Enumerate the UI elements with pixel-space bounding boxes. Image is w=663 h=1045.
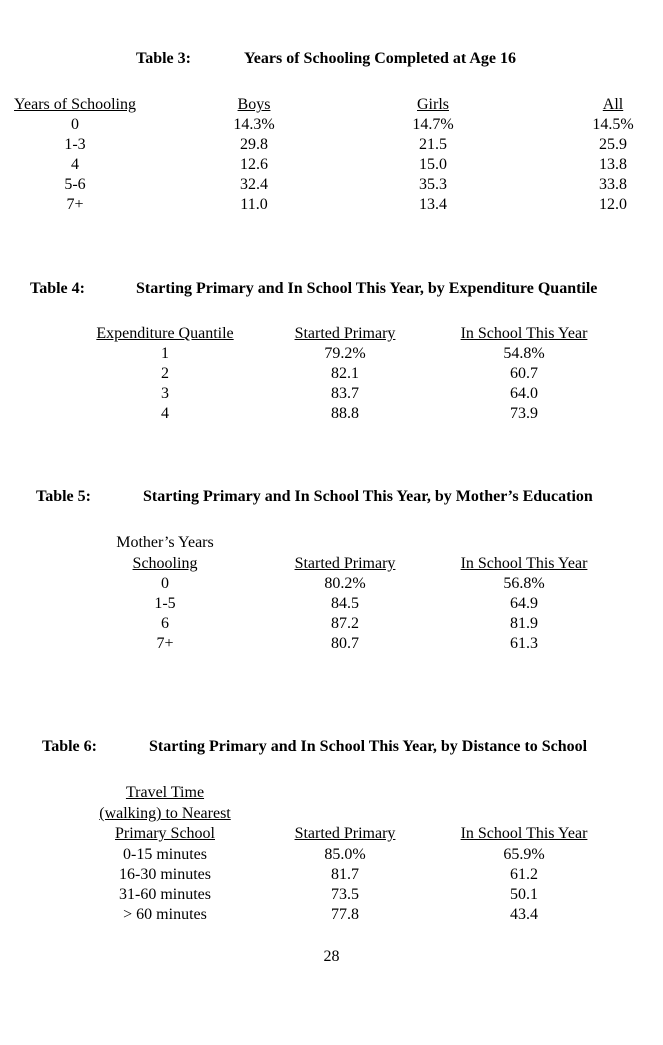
table6-header-line2 <box>0 804 663 824</box>
table3-header-row <box>0 95 663 115</box>
table-cell: 0 <box>71 116 79 133</box>
table-cell: 1-5 <box>154 595 176 612</box>
table6-header-cell: (walking) to Nearest <box>99 805 231 822</box>
table-row <box>0 175 663 195</box>
table-row <box>0 384 663 404</box>
table-cell: 73.9 <box>510 405 538 422</box>
table3-number: Table 3: <box>136 50 191 67</box>
table-cell: 0-15 minutes <box>123 846 207 863</box>
table-row <box>0 135 663 155</box>
table-cell: 13.4 <box>419 196 447 213</box>
table4-title <box>30 280 597 298</box>
page-number: 28 <box>323 948 340 965</box>
table-cell: 13.8 <box>599 156 627 173</box>
table-row <box>0 885 663 905</box>
table-cell: 85.0% <box>324 846 366 863</box>
table-cell: 31-60 minutes <box>119 886 211 903</box>
table-cell: 50.1 <box>510 886 538 903</box>
table-row <box>0 594 663 614</box>
table-cell: 21.5 <box>419 136 447 153</box>
table-cell: 43.4 <box>510 906 538 923</box>
table-cell: > 60 minutes <box>123 906 207 923</box>
table5-caption: Starting Primary and In School This Year, by Mother’s Education <box>143 488 593 505</box>
table5-header-row <box>0 554 663 574</box>
table-cell: 5-6 <box>64 176 86 193</box>
table-row <box>0 155 663 175</box>
table3-header-cell: All <box>602 96 624 113</box>
table-cell: 80.7 <box>331 635 359 652</box>
table-cell: 14.7% <box>412 116 454 133</box>
table-cell: 12.6 <box>240 156 268 173</box>
table-cell: 60.7 <box>510 365 538 382</box>
table6-header-cell: Started Primary <box>294 825 396 842</box>
table-cell: 14.3% <box>233 116 275 133</box>
table-row <box>0 364 663 384</box>
table4-caption: Starting Primary and In School This Year, by Expenditure Quantile <box>136 280 598 297</box>
table3-caption: Years of Schooling Completed at Age 16 <box>244 50 516 67</box>
table-cell: 35.3 <box>419 176 447 193</box>
table-cell: 32.4 <box>240 176 268 193</box>
table-cell: 4 <box>161 405 169 422</box>
table6-header-cell: Travel Time <box>125 784 205 801</box>
table4-header-cell: In School This Year <box>460 325 588 342</box>
table6-number: Table 6: <box>42 738 97 755</box>
table-cell: 77.8 <box>331 906 359 923</box>
table-cell: 29.8 <box>240 136 268 153</box>
table-row <box>0 634 663 654</box>
table-row <box>0 344 663 364</box>
table-cell: 61.2 <box>510 866 538 883</box>
table-row <box>0 574 663 594</box>
table-row <box>0 865 663 885</box>
table5-header-cell: Schooling <box>132 555 198 572</box>
table-cell: 65.9% <box>503 846 545 863</box>
table6-header-row <box>0 824 663 844</box>
table-cell: 83.7 <box>331 385 359 402</box>
table5-title <box>36 488 593 506</box>
table-cell: 56.8% <box>503 575 545 592</box>
table-cell: 1 <box>161 345 169 362</box>
table-cell: 2 <box>161 365 169 382</box>
table-cell: 61.3 <box>510 635 538 652</box>
table6-header-line1 <box>0 783 663 803</box>
table4-header-cell: Expenditure Quantile <box>96 325 234 342</box>
table-cell: 0 <box>161 575 169 592</box>
table-cell: 81.7 <box>331 866 359 883</box>
table4-number: Table 4: <box>30 280 85 297</box>
table-row <box>0 905 663 925</box>
table-row <box>0 115 663 135</box>
table6-header-cell: In School This Year <box>460 825 588 842</box>
table-cell: 87.2 <box>331 615 359 632</box>
table-cell: 79.2% <box>324 345 366 362</box>
table-cell: 6 <box>161 615 169 632</box>
table-cell: 64.9 <box>510 595 538 612</box>
table-row <box>0 845 663 865</box>
table-row <box>0 404 663 424</box>
table6-caption: Starting Primary and In School This Year, by Distance to School <box>149 738 588 755</box>
table4-header-cell: Started Primary <box>294 325 396 342</box>
table3-header-cell: Boys <box>237 96 271 113</box>
table3-title <box>136 50 516 68</box>
table5-header-cell: In School This Year <box>460 555 588 572</box>
table5-header-cell: Mother’s Years <box>116 534 214 551</box>
table-cell: 3 <box>161 385 169 402</box>
table-cell: 54.8% <box>503 345 545 362</box>
table3-header-cell: Years of Schooling <box>14 96 136 113</box>
table-row <box>0 614 663 634</box>
table4-header-row <box>0 324 663 344</box>
table5-header-cell: Started Primary <box>294 555 396 572</box>
table6-header-cell: Primary School <box>115 825 215 842</box>
table-cell: 73.5 <box>331 886 359 903</box>
table3-header-cell: Girls <box>417 96 449 113</box>
table-row <box>0 195 663 215</box>
table-cell: 11.0 <box>240 196 268 213</box>
table5-header-line1 <box>0 533 663 553</box>
table6-title <box>42 738 587 756</box>
table-cell: 81.9 <box>510 615 538 632</box>
table-cell: 82.1 <box>331 365 359 382</box>
table-cell: 12.0 <box>599 196 627 213</box>
table-cell: 16-30 minutes <box>119 866 211 883</box>
table-cell: 7+ <box>156 635 174 652</box>
table-cell: 1-3 <box>64 136 86 153</box>
table-cell: 80.2% <box>324 575 366 592</box>
table-cell: 84.5 <box>331 595 359 612</box>
table-cell: 25.9 <box>599 136 627 153</box>
table-cell: 4 <box>71 156 79 173</box>
table-cell: 7+ <box>66 196 84 213</box>
table-cell: 64.0 <box>510 385 538 402</box>
table-cell: 14.5% <box>592 116 634 133</box>
table-cell: 15.0 <box>419 156 447 173</box>
table-cell: 33.8 <box>599 176 627 193</box>
table-cell: 88.8 <box>331 405 359 422</box>
table5-number: Table 5: <box>36 488 91 505</box>
